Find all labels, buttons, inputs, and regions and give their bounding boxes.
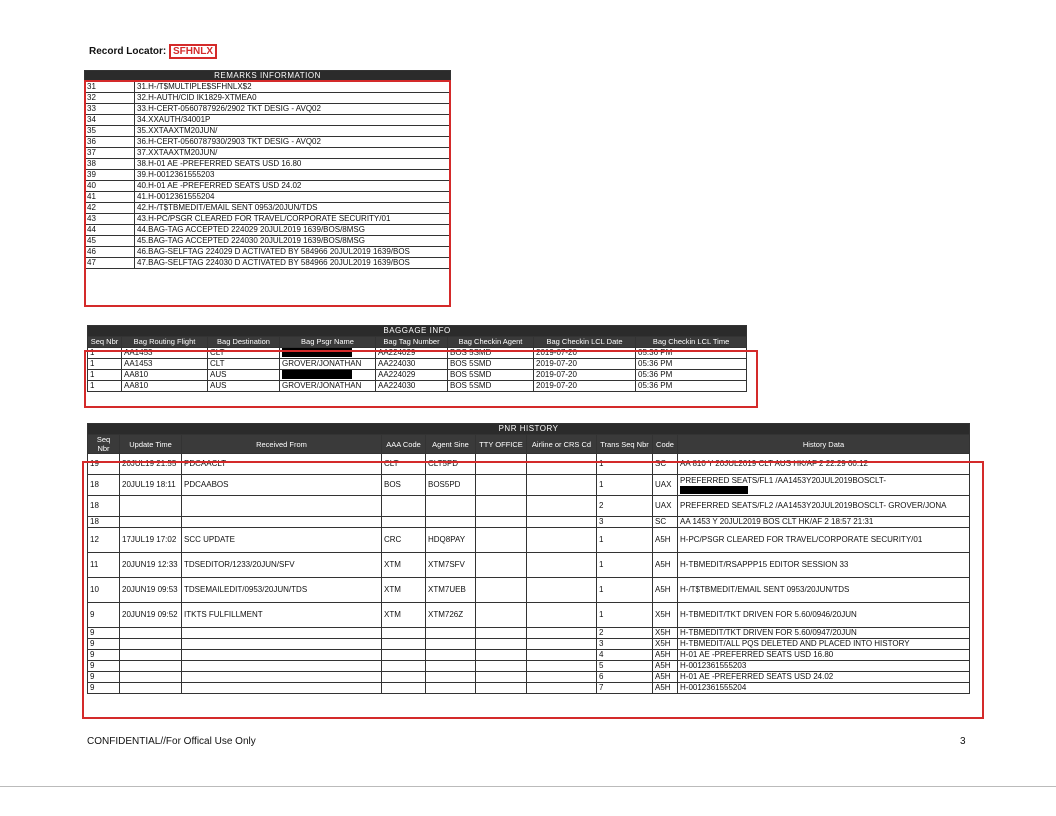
baggage-cell: 2019-07-20 [534,348,636,359]
pnr-cell: TDSEMAILEDIT/0953/20JUN/TDS [182,578,382,603]
remark-number: 44 [85,225,135,236]
pnr-row [88,578,970,603]
pnr-cell [476,517,527,528]
pnr-cell: A5H [653,661,678,672]
remark-row [85,225,451,236]
baggage-cell: 1 [88,381,122,392]
remark-number: 38 [85,159,135,170]
pnr-row [88,628,970,639]
remarks-title: REMARKS INFORMATION [85,71,451,82]
pnr-cell [527,650,597,661]
remark-row [85,137,451,148]
pnr-cell: X5H [653,603,678,628]
pnr-cell: 20JUN19 12:33 [120,553,182,578]
baggage-column-header: Bag Checkin Agent [448,337,534,348]
remark-number: 43 [85,214,135,225]
pnr-cell: PREFERRED SEATS/FL2 /AA1453Y20JUL2019BOSCLT- GROVER/JONA [678,496,970,517]
baggage-cell [280,370,376,381]
remark-row [85,214,451,225]
pnr-cell: H-TBMEDIT/TKT DRIVEN FOR 5.60/0946/20JUN [678,603,970,628]
baggage-column-header: Bag Checkin LCL Date [534,337,636,348]
pnr-cell [182,650,382,661]
pnr-cell [182,672,382,683]
pnr-cell [476,496,527,517]
baggage-cell: BOS 5SMD [448,359,534,370]
pnr-cell: BOS [382,475,426,496]
remark-text: 44.BAG-TAG ACCEPTED 224029 20JUL2019 1639/BOS/8MSG [135,225,451,236]
baggage-cell: BOS 5SMD [448,381,534,392]
baggage-cell: AA224030 [376,381,448,392]
pnr-cell: 2 [597,628,653,639]
pnr-cell: 9 [88,683,120,694]
pnr-cell: SCC UPDATE [182,528,382,553]
pnr-cell [426,672,476,683]
baggage-cell: BOS 5SMD [448,370,534,381]
pnr-cell: 9 [88,603,120,628]
page-number: 3 [960,736,966,747]
remark-text: 33.H-CERT-0560787926/2902 TKT DESIG - AVQ02 [135,104,451,115]
pnr-cell [382,496,426,517]
pnr-cell [476,672,527,683]
pnr-cell: H-TBMEDIT/RSAPPP15 EDITOR SESSION 33 [678,553,970,578]
pnr-cell: XTM726Z [426,603,476,628]
pnr-cell [476,578,527,603]
pnr-cell [426,661,476,672]
baggage-cell: AA810 [122,370,208,381]
pnr-cell: TDSEDITOR/1233/20JUN/SFV [182,553,382,578]
pnr-cell: XTM7SFV [426,553,476,578]
pnr-cell: 19 [88,454,120,475]
pnr-cell [476,603,527,628]
pnr-cell: 1 [597,528,653,553]
pnr-row [88,475,970,496]
pnr-cell: H-/T$TBMEDIT/EMAIL SENT 0953/20JUN/TDS [678,578,970,603]
baggage-cell: AA810 [122,381,208,392]
remark-text: 31.H-/T$MULTIPLE$SFHNLX$2 [135,82,451,93]
remark-number: 41 [85,192,135,203]
baggage-cell: 05:36 PM [636,359,747,370]
remark-number: 46 [85,247,135,258]
remark-text: 36.H-CERT-0560787930/2903 TKT DESIG - AVQ02 [135,137,451,148]
pnr-cell: 20JUN19 09:52 [120,603,182,628]
remark-row [85,104,451,115]
remark-row [85,258,451,269]
remark-row [85,126,451,137]
pnr-cell: 1 [597,578,653,603]
pnr-cell: AA 810 Y 20JUL2019 CLT AUS HK/AF 2 22:29 00:12 [678,454,970,475]
pnr-cell: 17JUL19 17:02 [120,528,182,553]
pnr-cell [527,475,597,496]
pnr-cell: XTM [382,603,426,628]
pnr-cell [426,683,476,694]
remark-row [85,247,451,258]
baggage-cell: AA1453 [122,359,208,370]
pnr-cell: PDCAABOS [182,475,382,496]
confidential-footer: CONFIDENTIAL//For Offical Use Only [87,736,256,747]
pnr-cell [182,496,382,517]
remark-number: 40 [85,181,135,192]
baggage-row [88,370,747,381]
pnr-title: PNR HISTORY [88,424,970,435]
baggage-cell: GROVER/JONATHAN [280,381,376,392]
remark-number: 31 [85,82,135,93]
pnr-cell [182,639,382,650]
pnr-cell [527,528,597,553]
remarks-table [84,70,451,269]
pnr-cell: 1 [597,553,653,578]
baggage-cell: 2019-07-20 [534,359,636,370]
remark-text: 46.BAG-SELFTAG 224029 D ACTIVATED BY 584966 20JUL2019 1639/BOS [135,247,451,258]
pnr-column-header: AAA Code [382,435,426,454]
pnr-cell [382,650,426,661]
pnr-cell: X5H [653,628,678,639]
pnr-cell [382,672,426,683]
pnr-history-table [87,423,970,694]
pnr-cell: 4 [597,650,653,661]
pnr-cell [527,683,597,694]
pnr-cell [527,639,597,650]
pnr-row [88,639,970,650]
remark-text: 41.H-0012361555204 [135,192,451,203]
baggage-column-header: Bag Tag Number [376,337,448,348]
pnr-cell [382,517,426,528]
pnr-cell [476,628,527,639]
pnr-cell: H-TBMEDIT/TKT DRIVEN FOR 5.60/0947/20JUN [678,628,970,639]
pnr-cell: 20JUL19 18:11 [120,475,182,496]
pnr-cell: 20JUL19 21:55 [120,454,182,475]
pnr-cell: PDCAACLT [182,454,382,475]
pnr-cell [527,661,597,672]
pnr-cell [527,496,597,517]
remark-number: 32 [85,93,135,104]
pnr-cell: XTM [382,553,426,578]
baggage-row [88,348,747,359]
pnr-cell: 5 [597,661,653,672]
remark-text: 37.XXTAAXTM20JUN/ [135,148,451,159]
remark-row [85,170,451,181]
baggage-cell: AA224029 [376,348,448,359]
pnr-column-header: Trans Seq Nbr [597,435,653,454]
pnr-cell: 1 [597,475,653,496]
remark-number: 34 [85,115,135,126]
pnr-cell: 3 [597,517,653,528]
pnr-cell [527,672,597,683]
pnr-cell: 1 [597,454,653,475]
record-locator-label: Record Locator: [89,46,167,57]
pnr-column-header: Code [653,435,678,454]
baggage-table [87,325,747,392]
pnr-row [88,603,970,628]
pnr-cell: 11 [88,553,120,578]
pnr-cell [120,650,182,661]
pnr-cell [120,639,182,650]
pnr-cell [182,683,382,694]
baggage-row [88,381,747,392]
pnr-cell: CRC [382,528,426,553]
remark-text: 35.XXTAAXTM20JUN/ [135,126,451,137]
baggage-cell: AUS [208,370,280,381]
remark-number: 42 [85,203,135,214]
remark-row [85,159,451,170]
pnr-cell [382,639,426,650]
baggage-title: BAGGAGE INFO [88,326,747,337]
record-locator-value: SFHNLX [169,44,217,59]
pnr-cell: A5H [653,578,678,603]
pnr-cell [382,683,426,694]
pnr-cell [120,672,182,683]
pnr-cell: A5H [653,553,678,578]
baggage-row [88,359,747,370]
pnr-cell [527,454,597,475]
pnr-cell: A5H [653,672,678,683]
baggage-cell: BOS 5SMD [448,348,534,359]
pnr-cell: HDQ8PAY [426,528,476,553]
remark-text: 38.H-01 AE -PREFERRED SEATS USD 16.80 [135,159,451,170]
remark-number: 35 [85,126,135,137]
pnr-row [88,672,970,683]
baggage-column-header: Bag Psgr Name [280,337,376,348]
pnr-cell: PREFERRED SEATS/FL1 /AA1453Y20JUL2019BOSCLT- [678,475,970,496]
baggage-cell: 1 [88,359,122,370]
pnr-cell [527,553,597,578]
remark-row [85,93,451,104]
pnr-cell: 2 [597,496,653,517]
pnr-cell: 9 [88,672,120,683]
baggage-cell: 1 [88,370,122,381]
baggage-cell: GROVER/JONATHAN [280,359,376,370]
pnr-cell: CLT [382,454,426,475]
pnr-cell [527,517,597,528]
pnr-column-header: Agent Sine [426,435,476,454]
pnr-cell: XTM [382,578,426,603]
pnr-cell: 7 [597,683,653,694]
pnr-cell: 18 [88,496,120,517]
pnr-cell: H-0012361555204 [678,683,970,694]
pnr-cell: ITKTS FULFILLMENT [182,603,382,628]
pnr-column-header: Seq Nbr [88,435,120,454]
redaction-block [282,370,352,379]
baggage-cell: CLT [208,348,280,359]
pnr-cell [527,628,597,639]
remark-text: 42.H-/T$TBMEDIT/EMAIL SENT 0953/20JUN/TDS [135,203,451,214]
remark-text: 45.BAG-TAG ACCEPTED 224030 20JUL2019 1639/BOS/8MSG [135,236,451,247]
remark-row [85,192,451,203]
pnr-column-header: History Data [678,435,970,454]
remark-number: 33 [85,104,135,115]
pnr-cell [476,639,527,650]
pnr-cell: 10 [88,578,120,603]
baggage-cell: 1 [88,348,122,359]
baggage-column-header: Bag Destination [208,337,280,348]
pnr-cell [426,517,476,528]
redaction-block [680,486,748,494]
baggage-cell: 05:36 PM [636,381,747,392]
pnr-row [88,661,970,672]
pnr-cell: SC [653,454,678,475]
baggage-cell: 2019-07-20 [534,381,636,392]
pnr-row [88,683,970,694]
pnr-cell [476,683,527,694]
remark-row [85,203,451,214]
baggage-column-header: Bag Checkin LCL Time [636,337,747,348]
remark-row [85,148,451,159]
remark-text: 32.H-AUTH/CID IK1829-XTMEA0 [135,93,451,104]
pnr-cell [120,517,182,528]
remark-number: 47 [85,258,135,269]
baggage-cell: 2019-07-20 [534,370,636,381]
remark-row [85,115,451,126]
pnr-row [88,528,970,553]
pnr-cell [476,528,527,553]
pnr-cell: 12 [88,528,120,553]
pnr-row [88,454,970,475]
baggage-cell [280,348,376,359]
baggage-cell: 05:36 PM [636,370,747,381]
pnr-cell: H-01 AE -PREFERRED SEATS USD 24.02 [678,672,970,683]
pnr-cell: 9 [88,639,120,650]
pnr-row [88,496,970,517]
record-locator [89,46,217,57]
pnr-cell: 20JUN19 09:53 [120,578,182,603]
baggage-cell: CLT [208,359,280,370]
pnr-cell: A5H [653,528,678,553]
remark-number: 45 [85,236,135,247]
baggage-cell: AA1453 [122,348,208,359]
baggage-column-header: Seq Nbr [88,337,122,348]
baggage-column-header: Bag Routing Flight [122,337,208,348]
pnr-cell [476,650,527,661]
pnr-cell [527,578,597,603]
pnr-column-header: Received From [182,435,382,454]
pnr-cell: H-PC/PSGR CLEARED FOR TRAVEL/CORPORATE SECURITY/01 [678,528,970,553]
pnr-cell [426,639,476,650]
pnr-cell [476,553,527,578]
pnr-cell: AA 1453 Y 20JUL2019 BOS CLT HK/AF 2 18:57 21:31 [678,517,970,528]
pnr-cell [382,661,426,672]
pnr-cell [182,628,382,639]
remark-text: 34.XXAUTH/34001P [135,115,451,126]
remark-number: 39 [85,170,135,181]
pnr-cell: SC [653,517,678,528]
pnr-cell: 18 [88,517,120,528]
pnr-cell [120,628,182,639]
pnr-row [88,553,970,578]
remark-row [85,236,451,247]
pnr-cell [182,661,382,672]
remark-number: 36 [85,137,135,148]
pnr-cell: H-0012361555203 [678,661,970,672]
baggage-cell: AUS [208,381,280,392]
pnr-cell [426,628,476,639]
pnr-cell: CLT5PD [426,454,476,475]
pnr-row [88,517,970,528]
remark-row [85,181,451,192]
pnr-cell: 6 [597,672,653,683]
pnr-column-header: Update Time [120,435,182,454]
pnr-cell: 18 [88,475,120,496]
pnr-cell: A5H [653,683,678,694]
pnr-cell: A5H [653,650,678,661]
pnr-cell: 9 [88,661,120,672]
pnr-row [88,650,970,661]
pnr-cell [426,496,476,517]
pnr-cell [476,475,527,496]
redaction-block [282,348,352,357]
pnr-cell: BOS5PD [426,475,476,496]
pnr-cell: 9 [88,628,120,639]
remark-text: 40.H-01 AE -PREFERRED SEATS USD 24.02 [135,181,451,192]
baggage-cell: AA224030 [376,359,448,370]
pnr-cell: H-TBMEDIT/ALL PQS DELETED AND PLACED INTO HISTORY [678,639,970,650]
scan-edge-divider [0,786,1056,787]
remark-number: 37 [85,148,135,159]
pnr-column-header: Airline or CRS Cd [527,435,597,454]
pnr-cell [476,454,527,475]
remark-text: 47.BAG-SELFTAG 224030 D ACTIVATED BY 584966 20JUL2019 1639/BOS [135,258,451,269]
remark-text: 39.H-0012361555203 [135,170,451,181]
pnr-column-header: TTY OFFICE [476,435,527,454]
pnr-cell [120,661,182,672]
pnr-cell: UAX [653,496,678,517]
remark-text: 43.H-PC/PSGR CLEARED FOR TRAVEL/CORPORATE SECURITY/01 [135,214,451,225]
remark-row [85,82,451,93]
pnr-cell: X5H [653,639,678,650]
pnr-cell: 1 [597,603,653,628]
pnr-cell [527,603,597,628]
pnr-cell [476,661,527,672]
pnr-cell: XTM7UEB [426,578,476,603]
pnr-cell: H-01 AE -PREFERRED SEATS USD 16.80 [678,650,970,661]
pnr-cell [120,683,182,694]
pnr-cell [426,650,476,661]
pnr-cell: 9 [88,650,120,661]
pnr-cell: 3 [597,639,653,650]
baggage-cell: 05:36 PM [636,348,747,359]
baggage-cell: AA224029 [376,370,448,381]
pnr-cell: UAX [653,475,678,496]
pnr-cell [382,628,426,639]
pnr-cell [120,496,182,517]
pnr-cell [182,517,382,528]
